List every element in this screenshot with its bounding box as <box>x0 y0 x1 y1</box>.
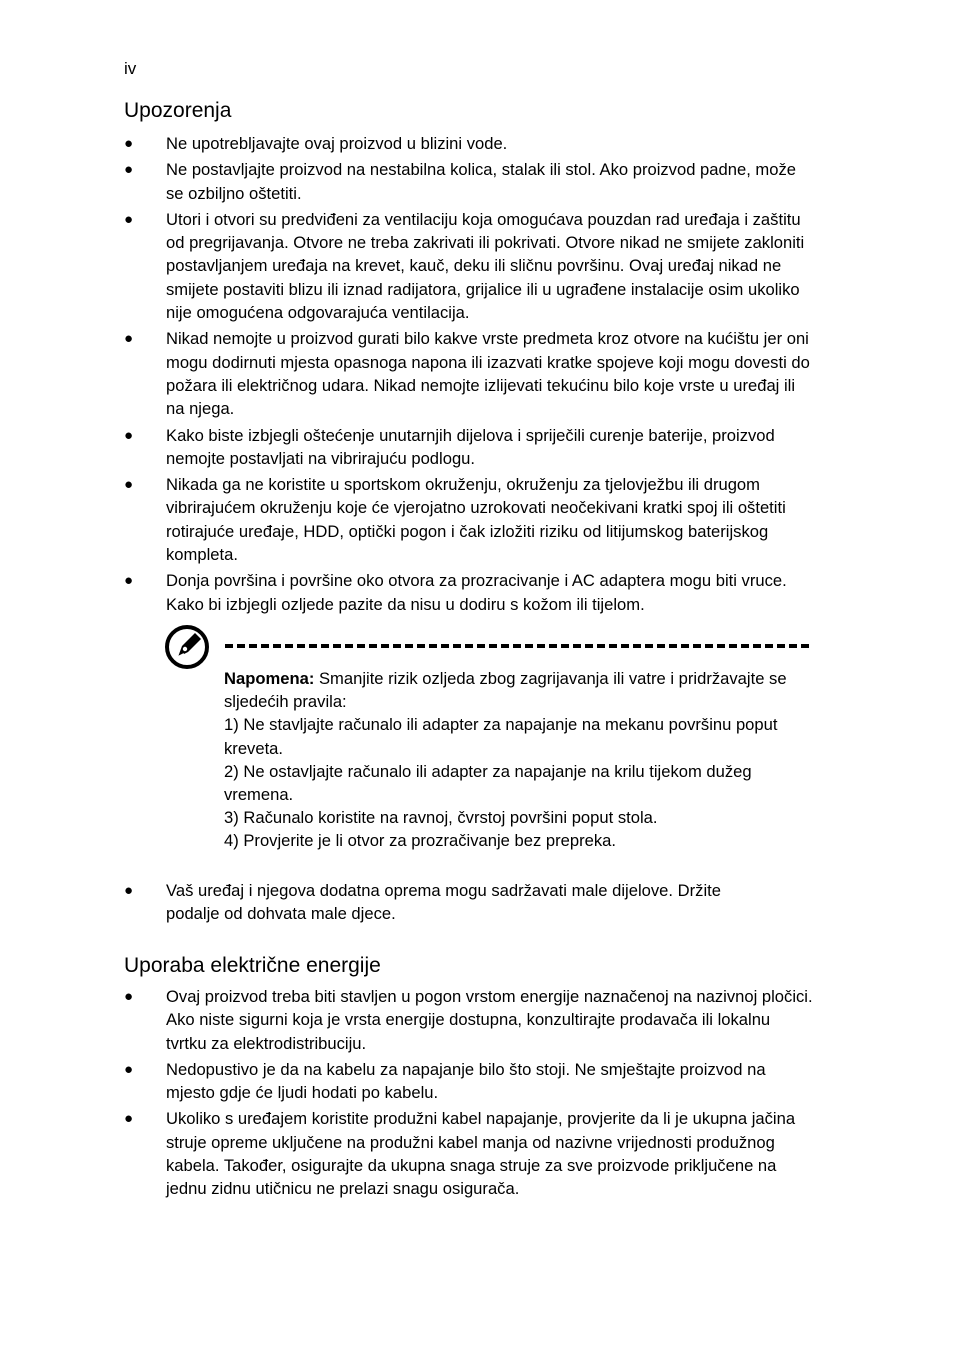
note-rule: 3) Računalo koristite na ravnoj, čvrstoj površini poput stola. <box>224 808 658 828</box>
note-divider <box>225 644 809 648</box>
bullet-icon: ● <box>124 476 134 494</box>
list-item: ● Nikad nemojte u proizvod gurati bilo kakve vrste predmeta kroz otvore na kućištu jer oni mogu dodirnuti mjesta opasnoga napona ili izazvati kratke spojeve koji mogu dovesti do požara ili električnog udara. Nikad nemojte izlijevati tekućinu bilo koje vrste u uređaj ili na njega. <box>124 329 810 419</box>
note-label: Napomena: <box>224 669 315 688</box>
note-intro: Smanjite rizik ozljeda zbog zagrijavanja ili vatre i pridržavajte se sljedećih pravila: <box>224 669 787 712</box>
bullet-icon: ● <box>124 1060 134 1078</box>
list-item: ● Nedopustivo je da na kabelu za napajanje bilo što stoji. Ne smještajte proizvod na mjesto gdje će ljudi hodati po kabelu. <box>124 1059 766 1103</box>
note-text <box>224 667 814 853</box>
power-list <box>124 985 814 1204</box>
list-item: ● Ne postavljajte proizvod na nestabilna kolica, stalak ili stol. Ako proizvod padne, može se ozbiljno oštetiti. <box>124 160 796 203</box>
warnings-heading: Upozorenja <box>124 99 232 122</box>
bullet-icon: ● <box>124 135 134 152</box>
note-pen-icon <box>164 624 210 670</box>
note-rule: 4) Provjerite je li otvor za prozračivanje bez prepreka. <box>224 831 616 851</box>
bullet-icon: ● <box>124 1110 134 1128</box>
bullet-icon: ● <box>124 210 134 228</box>
list-item: ● Ovaj proizvod treba biti stavljen u pogon vrstom energije naznačenoj na nazivnoj pločici. Ako niste sigurni koja je vrsta energije dostupna, konzultirajte prodavača ili lokalnu tvrtku za elektrodistribuciju. <box>124 987 813 1053</box>
bullet-icon: ● <box>124 330 134 348</box>
list-item: ● Ukoliko s uređajem koristite produžni kabel napajanje, provjerite da li je ukupna jačina struje opreme uključene na produžni kabel manja od nazivne vrijednosti produžnog kabela. Također, osigurajte da ukupna snaga struje za sve proizvode priključene na jednu zidnu utičnicu ne prelazi snagu osigurača. <box>124 1109 796 1199</box>
note-block <box>164 624 814 859</box>
bullet-icon: ● <box>124 988 134 1005</box>
list-item: ● Nikada ga ne koristite u sportskom okruženju, okruženju za tjelovježbu ili drugom vibrirajućem okruženju koje će vjerojatno uzrokovati neočekivani kratki spoj ili oštetiti rotirajuće uređaje, HDD, optički pogon i čak izložiti riziku od litijumskog baterijskog kompleta. <box>124 475 786 565</box>
bullet-icon: ● <box>124 882 134 899</box>
bullet-icon: ● <box>124 426 134 444</box>
list-item: ● Donja površina i površine oko otvora za prozracivanje i AC adaptera mogu biti vruce. Kako bi izbjegli ozljede pazite da nisu u dodiru s kožom ili tijelom. <box>124 571 787 614</box>
list-item: ● Utori i otvori su predviđeni za ventilaciju koja omogućava pouzdan rad uređaja i zaštitu od pregrijavanja. Otvore ne treba zakrivati ili pokrivati. Otvore nikad ne smijete zakloniti postavljanjem uređaja na krevet, kauč, deku ili sličnu površinu. Ovaj uređaj nikad ne smijete postaviti blizu ili iznad radijatora, grijalice ili u ugrađene instalacije osim ukoliko nije omogućena odgovarajuća ventilacija. <box>124 209 805 323</box>
warnings-list <box>124 132 814 619</box>
list-item: ● Vaš uređaj i njegova dodatna oprema mogu sadržavati male dijelove. Držite podalje od dohvata male djece. <box>124 881 721 924</box>
note-rule: 2) Ne ostavljajte računalo ili adapter za napajanje na krilu tijekom dužeg vremena. <box>224 761 752 805</box>
page-number: iv <box>124 59 137 78</box>
bullet-icon: ● <box>124 572 134 590</box>
bullet-icon: ● <box>124 161 134 179</box>
after-note-list <box>124 879 744 929</box>
list-item: ● Kako biste izbjegli oštećenje unutarnjih dijelova i spriječili curenje baterije, proizvod nemojte postavljati na vibrirajuću podlogu. <box>124 425 775 468</box>
power-heading: Uporaba električne energije <box>124 954 381 977</box>
list-item: ● Ne upotrebljavajte ovaj proizvod u blizini vode. <box>124 132 814 155</box>
note-rule: 1) Ne stavljajte računalo ili adapter za napajanje na mekanu površinu poput kreveta. <box>224 715 778 758</box>
